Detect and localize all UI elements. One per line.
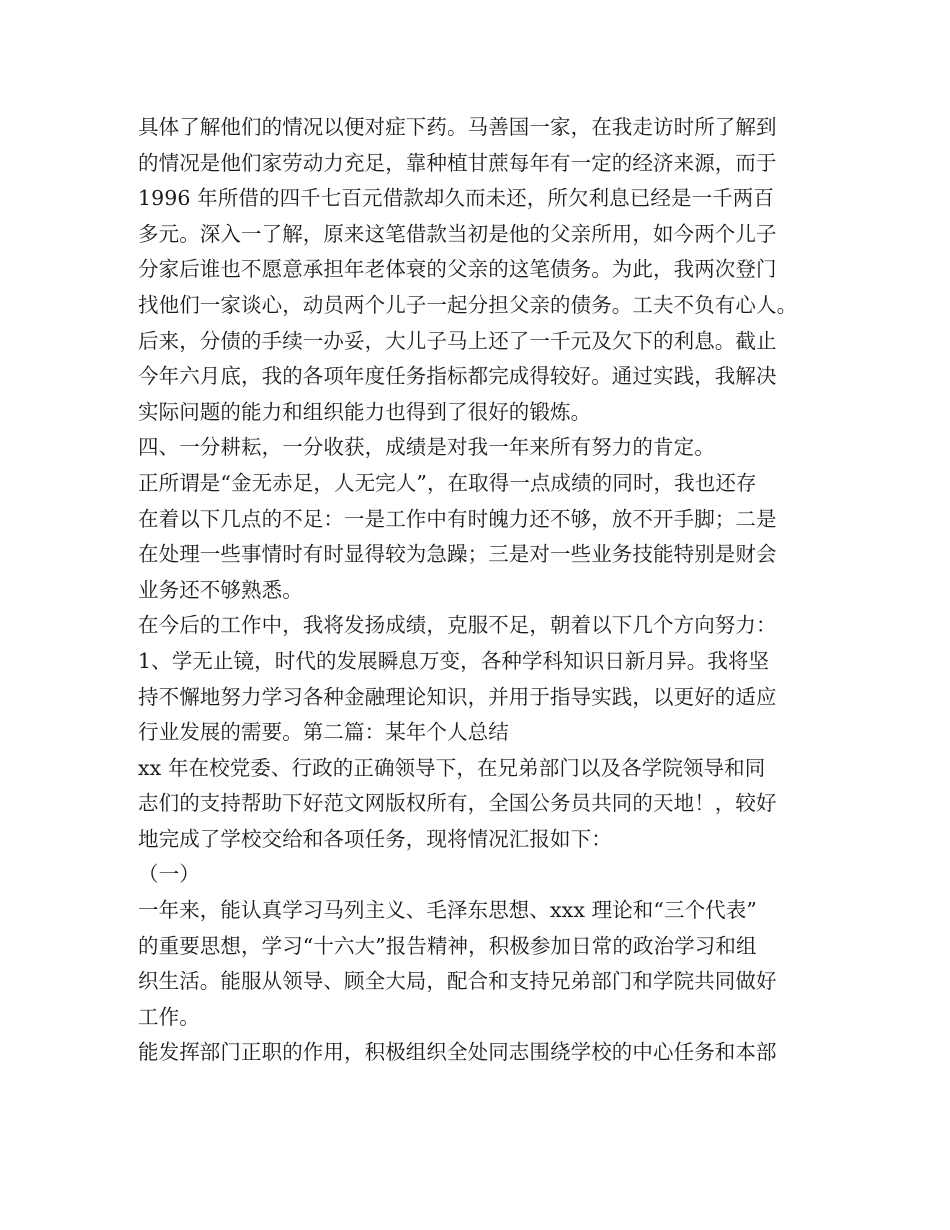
text-line: 多元。深入一了解，原来这笔借款当初是他的父亲所用，如今两个儿子 xyxy=(138,221,777,246)
text-line: 1996 年所借的四千七百元借款却久而未还，所欠利息已经是一千两百 xyxy=(138,186,774,211)
text-line: 的情况是他们家劳动力充足，靠种植甘蔗每年有一定的经济来源，而于 xyxy=(138,150,777,175)
section-marker: （一） xyxy=(138,862,200,887)
text-line: 业务还不够熟悉。 xyxy=(138,577,303,602)
text-line: 找他们一家谈心，动员两个儿子一起分担父亲的债务。工夫不负有心人。 xyxy=(138,292,798,317)
text-line: xx 年在校党委、行政的正确领导下，在兄弟部门以及各学院领导和同 xyxy=(138,755,766,780)
text-line: 能发挥部门正职的作用，积极组织全处同志围绕学校的中心任务和本部 xyxy=(138,1040,777,1065)
text-line: 在今后的工作中，我将发扬成绩，克服不足，朝着以下几个方向努力： xyxy=(138,613,777,638)
text-line: 实际问题的能力和组织能力也得到了很好的锻炼。 xyxy=(138,399,592,424)
document-body xyxy=(138,110,838,1071)
text-line: 持不懈地努力学习各种金融理论知识，并用于指导实践，以更好的适应 xyxy=(138,684,777,709)
text-line: 分家后谁也不愿意承担年老体衰的父亲的这笔债务。为此，我两次登门 xyxy=(138,257,777,282)
section-heading: 四、一分耕耘，一分收获，成绩是对我一年来所有努力的肯定。 xyxy=(138,435,715,460)
text-line: 具体了解他们的情况以便对症下药。马善国一家，在我走访时所了解到 xyxy=(138,115,777,139)
text-line: 志们的支持帮助下好范文网版权所有，全国公务员共同的天地！，较好 xyxy=(138,791,777,816)
text-line: 的重要思想，学习“十六大”报告精神，积极参加日常的政治学习和组 xyxy=(138,933,757,958)
text-line: 1、学无止镜，时代的发展瞬息万变，各种学科知识日新月异。我将坚 xyxy=(138,648,770,673)
text-line: 正所谓是“金无赤足，人无完人”，在取得一点成绩的同时，我也还存 xyxy=(138,470,757,495)
text-line: 在处理一些事情时有时显得较为急躁；三是对一些业务技能特别是财会 xyxy=(138,542,777,567)
text-line: 一年来，能认真学习马列主义、毛泽东思想、xxx 理论和“三个代表” xyxy=(138,898,757,923)
text-line: 地完成了学校交给和各项任务，现将情况汇报如下： xyxy=(138,826,612,851)
text-line: 今年六月底，我的各项年度任务指标都完成得较好。通过实践，我解决 xyxy=(138,364,777,389)
text-line: 在着以下几点的不足：一是工作中有时魄力还不够，放不开手脚；二是 xyxy=(138,506,777,531)
text-line: 工作。 xyxy=(138,1004,200,1029)
text-line: 织生活。能服从领导、顾全大局，配合和支持兄弟部门和学院共同做好 xyxy=(138,969,777,994)
text-line: 行业发展的需要。第二篇：某年个人总结 xyxy=(138,720,509,745)
text-line: 后来，分债的手续一办妥，大儿子马上还了一千元及欠下的利息。截止 xyxy=(138,328,777,353)
